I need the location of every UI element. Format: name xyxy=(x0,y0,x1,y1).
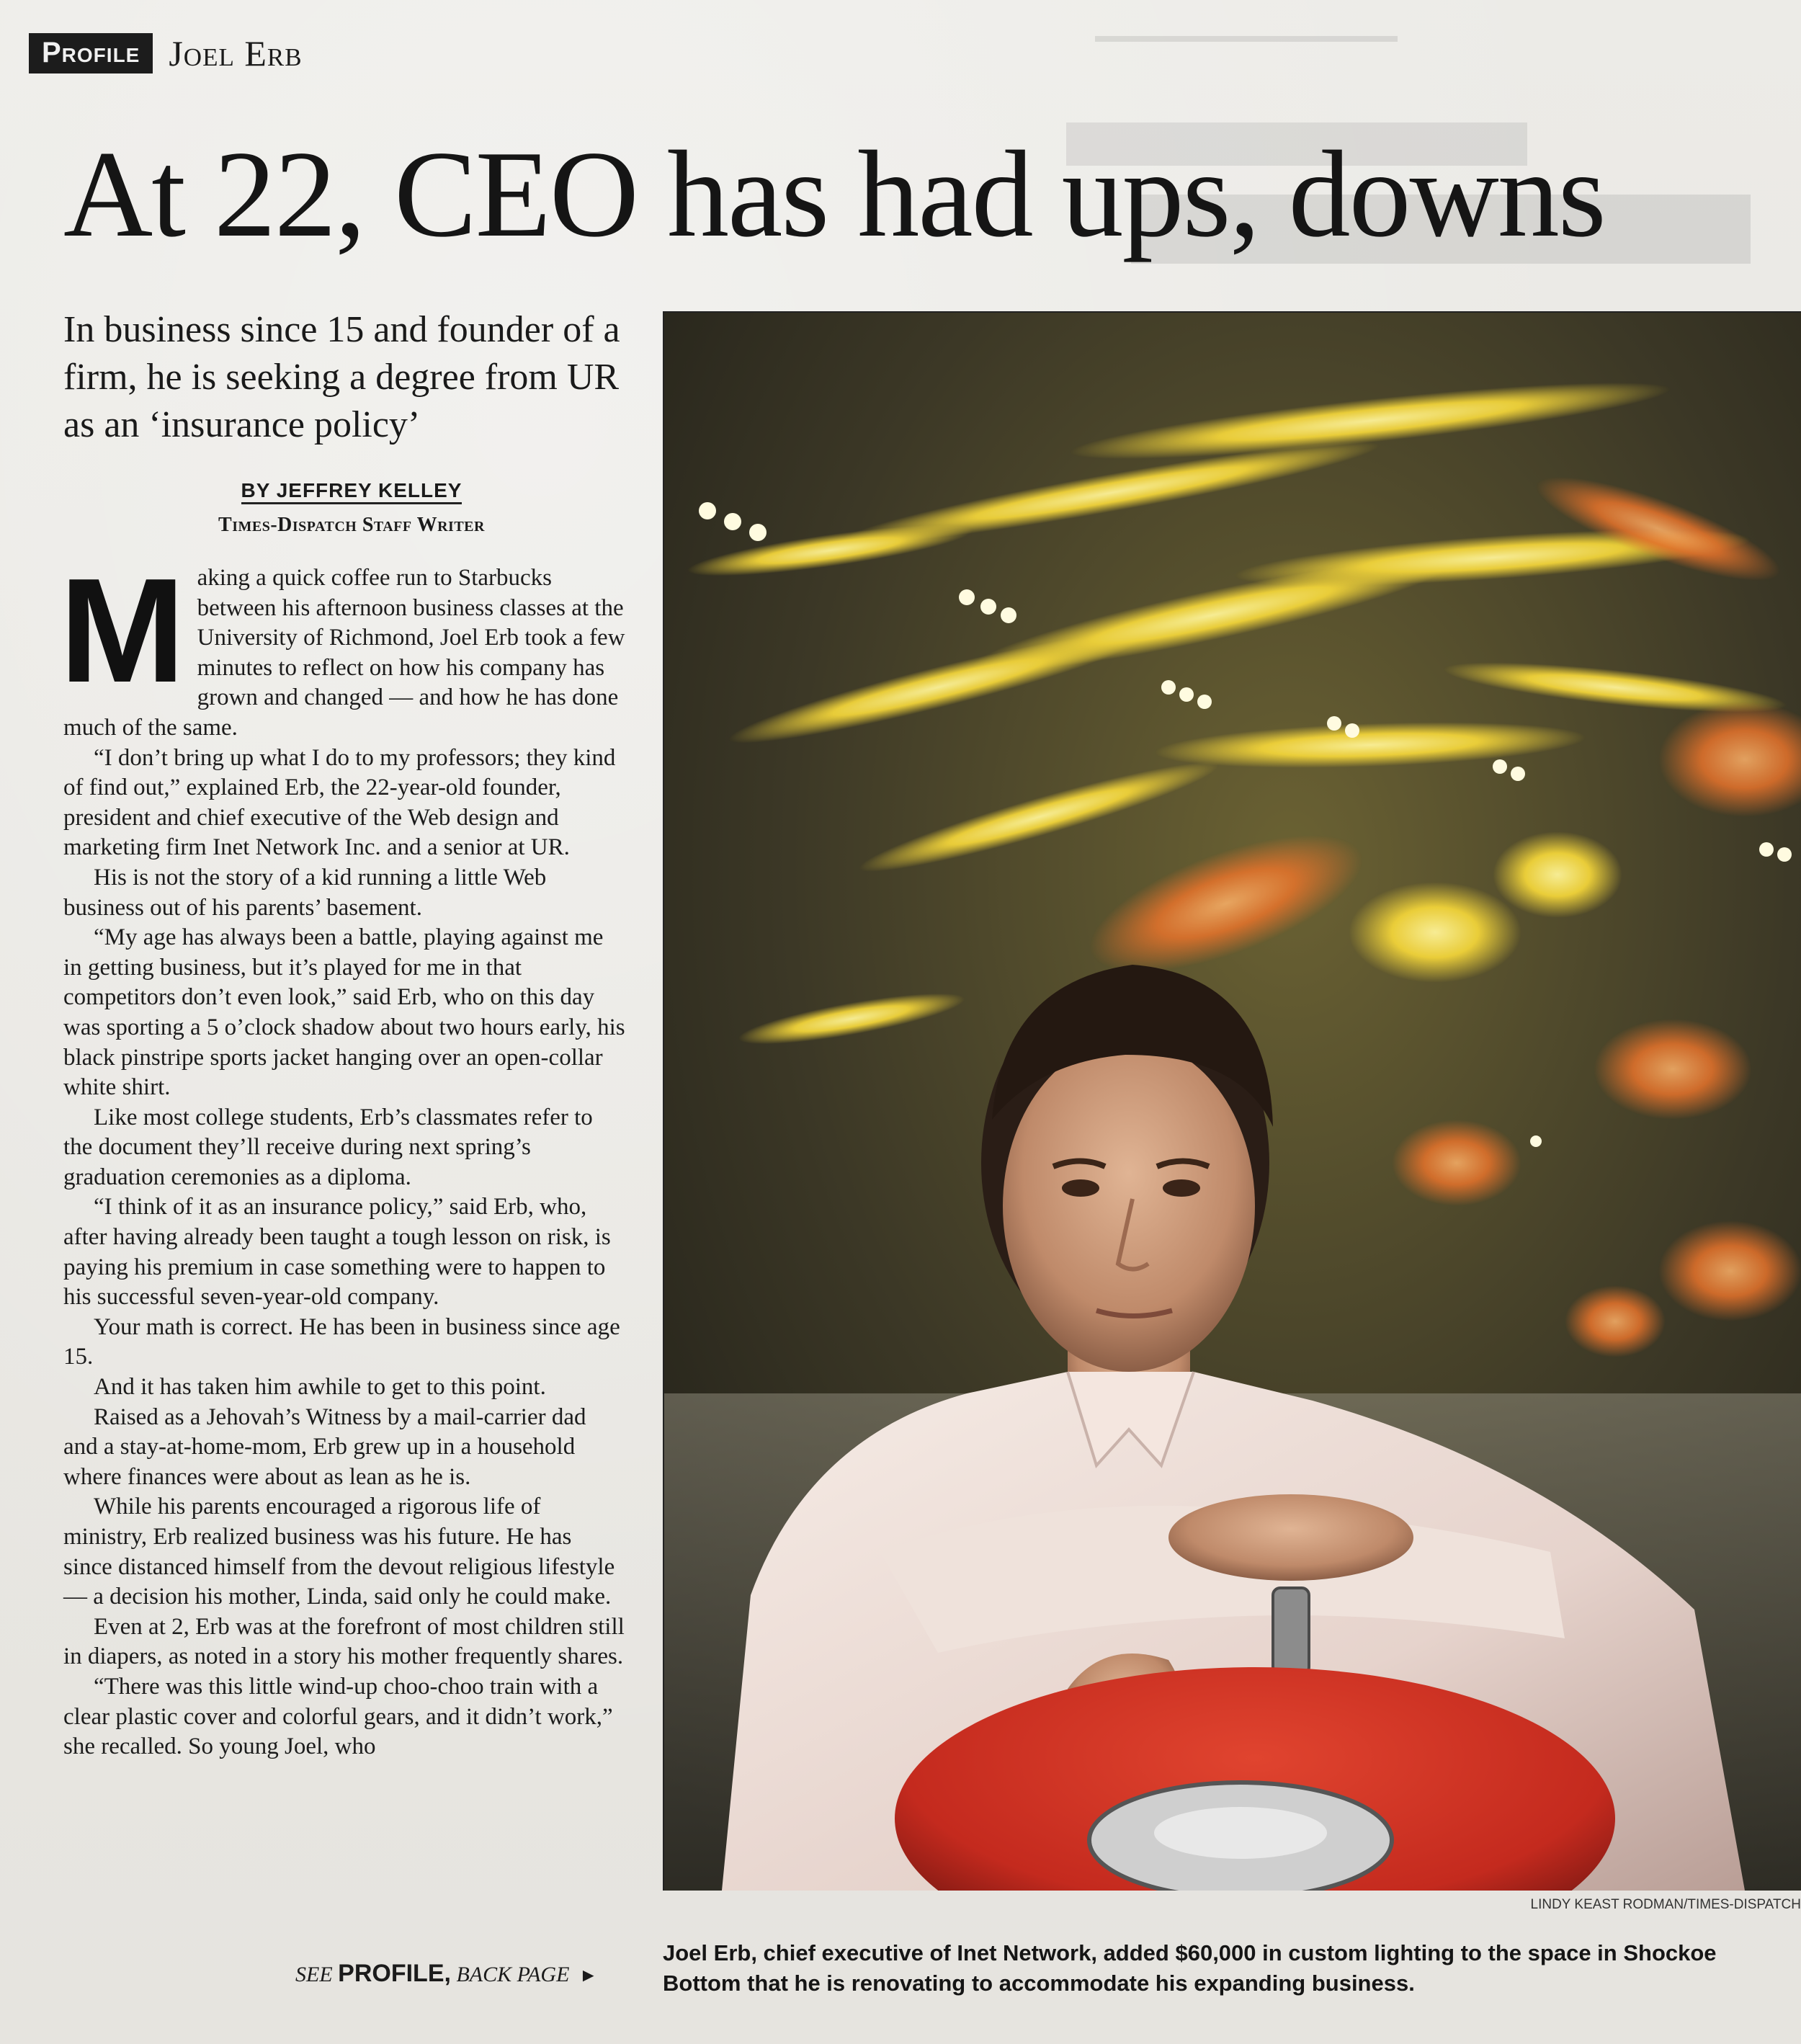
jump-page: BACK PAGE xyxy=(456,1963,570,1986)
article-paragraph: Even at 2, Erb was at the forefront of most children still in diapers, as noted in a story his mother frequently shares. xyxy=(63,1613,625,1670)
article-paragraph: Raised as a Jehovah’s Witness by a mail-carrier dad and a stay-at-home-mom, Erb grew up in a household where finances were about as lean as he is. xyxy=(63,1403,586,1490)
byline-title: Times-Dispatch Staff Writer xyxy=(218,514,485,536)
portrait-photo xyxy=(663,311,1801,1891)
article-paragraph: “I don’t bring up what I do to my professors; they kind of find out,” explained Erb, the 22-year-old founder, president and chief executive of the Web design and marketing firm Inet Network Inc. and a senior at UR. xyxy=(63,744,616,861)
drop-cap: M xyxy=(59,548,186,713)
article-paragraph: While his parents encouraged a rigorous life of ministry, Erb realized business was his future. He has since distanced himself from the devout religious lifestyle — a decision his mother, Linda, said only he could make. xyxy=(63,1494,615,1610)
jump-see: SEE xyxy=(295,1963,333,1986)
kicker-name: Joel Erb xyxy=(169,33,303,73)
article-paragraph: “There was this little wind-up choo-choo train with a clear plastic cover and colorful gears, and it didn’t work,” she recalled. So young Joel, who xyxy=(63,1673,613,1760)
article-body xyxy=(59,548,625,1762)
photo-illustration xyxy=(664,313,1801,1891)
photo-caption: Joel Erb, chief executive of Inet Network, added $60,000 in custom lighting to the space in Shockoe Bottom that he is renovating to accommodate his expanding business. xyxy=(663,1940,1717,1996)
article-paragraph: His is not the story of a kid running a little Web business out of his parents’ basement. xyxy=(63,864,547,921)
deck-subheadline: In business since 15 and founder of a firm, he is seeking a degree from UR as an ‘insurance policy’ xyxy=(63,309,620,445)
article-paragraph: “My age has always been a battle, playing against me in getting business, but it’s played for me in that competitors don’t even look,” said Erb, who on this day was sporting a 5 o’clock shadow about two hours early, his black pinstripe sports jacket hanging over an open-collar white shirt. xyxy=(63,924,625,1101)
headline: At 22, CEO has had ups, downs xyxy=(63,126,1605,263)
byline xyxy=(63,479,640,502)
photo-credit: LINDY KEAST RODMAN/TIMES-DISPATCH xyxy=(1530,1897,1801,1912)
jump-line[interactable] xyxy=(295,1960,634,1988)
section-kicker xyxy=(29,32,303,74)
article-paragraph: Making a quick coffee run to Starbucks between his afternoon business classes at the University of Richmond, Joel Erb took a few minutes to reflect on how his company has grown and changed — and how he has done much of the same. xyxy=(59,548,625,741)
article-paragraph: “I think of it as an insurance policy,” said Erb, who, after having already been taught a tough lesson on risk, is paying his premium in case something were to happen to his successful seven-year-old company. xyxy=(63,1194,611,1311)
article-paragraph: Like most college students, Erb’s classmates refer to the document they’ll receive during next spring’s graduation ceremonies as a diploma. xyxy=(63,1104,593,1190)
byline-author: BY JEFFREY KELLEY xyxy=(241,479,462,504)
article-paragraph: Your math is correct. He has been in business since age 15. xyxy=(63,1313,620,1370)
profile-tag: Profile xyxy=(29,33,153,73)
jump-arrow-icon: ► xyxy=(578,1965,598,1986)
jump-section: PROFILE, xyxy=(338,1960,451,1987)
article-paragraph: And it has taken him awhile to get to this point. xyxy=(94,1374,546,1401)
